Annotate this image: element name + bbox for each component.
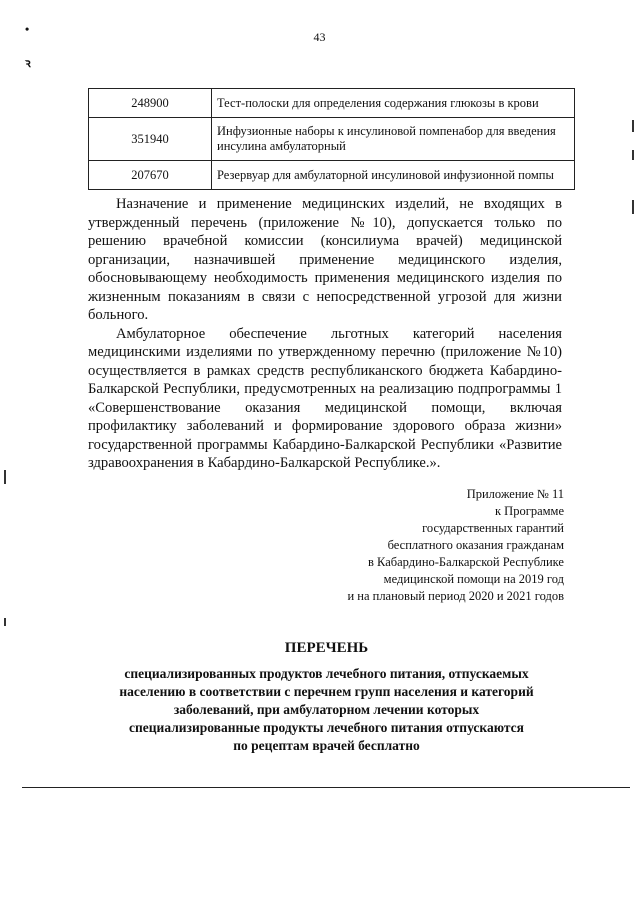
device-code: 351940 — [89, 118, 212, 161]
table-row — [89, 89, 575, 118]
title-line: специализированные продукты лечебного питания отпускаются — [129, 720, 524, 735]
device-name: Инфузионные наборы к инсулиновой помпенабор для введения инсулина амбулаторный — [212, 118, 575, 161]
title-subtitle — [60, 665, 593, 755]
paragraph: Назначение и применение медицинских изделий, не входящих в утвержденный перечень (приложение №10), допускается только по решению врачебной комиссии (консилиума врачей) медицинской организации, назначившей применение медицинского изделия, обосновывающему необходимость применения медицинского изделия по жизненным показаниям в связи с непосредственной угрозой для жизни больного. — [88, 196, 562, 323]
device-name: Тест-полоски для определения содержания глюкозы в крови — [212, 89, 575, 118]
appendix-line: и на плановый период 2020 и 2021 годов — [347, 589, 564, 603]
scan-artifact — [4, 470, 6, 484]
title-line: заболеваний, при амбулаторном лечении которых — [173, 702, 480, 717]
scan-artifact — [632, 150, 634, 160]
body-text — [88, 195, 562, 473]
device-code: 207670 — [89, 161, 212, 190]
title-line: специализированных продуктов лечебного питания, отпускаемых — [124, 666, 529, 681]
title-line: по рецептам врачей бесплатно — [233, 738, 420, 753]
appendix-reference — [320, 486, 564, 605]
medical-devices-table — [88, 88, 575, 190]
table-row — [89, 118, 575, 161]
title-main: ПЕРЕЧЕНЬ — [284, 640, 369, 656]
device-name: Резервуар для амбулаторной инсулиновой инфузионной помпы — [212, 161, 575, 190]
appendix-line: Приложение № 11 — [466, 487, 564, 501]
margin-mark: ꝛ — [25, 56, 31, 70]
section-title — [60, 640, 593, 755]
table-row — [89, 161, 575, 190]
appendix-line: к Программе — [494, 504, 564, 518]
margin-mark: • — [25, 22, 30, 36]
scan-artifact — [632, 120, 634, 132]
scan-artifact — [4, 618, 6, 626]
device-code: 248900 — [89, 89, 212, 118]
appendix-line: медицинской помощи на 2019 год — [383, 572, 564, 586]
page-number: 43 — [313, 30, 326, 44]
bottom-divider — [22, 787, 630, 788]
paragraph: Амбулаторное обеспечение льготных категорий населения медицинскими изделиями по утвержденному перечню (приложение №10) осуществляется в рамках средств республиканского бюджета Кабардино-Балкарской Республики, предусмотренных на реализацию подпрограммы 1 «Совершенствование оказания медицинской помощи, включая профилактику заболеваний и формирование здорового образа жизни» государственной программы Кабардино-Балкарской Республики «Развитие здравоохранения в Кабардино-Балкарской Республике.». — [88, 325, 562, 471]
title-line: населению в соответствии с перечнем групп населения и категорий — [119, 684, 534, 699]
appendix-line: бесплатного оказания гражданам — [387, 538, 564, 552]
appendix-line: государственных гарантий — [422, 521, 564, 535]
scan-artifact — [632, 200, 634, 214]
appendix-line: в Кабардино-Балкарской Республике — [368, 555, 564, 569]
